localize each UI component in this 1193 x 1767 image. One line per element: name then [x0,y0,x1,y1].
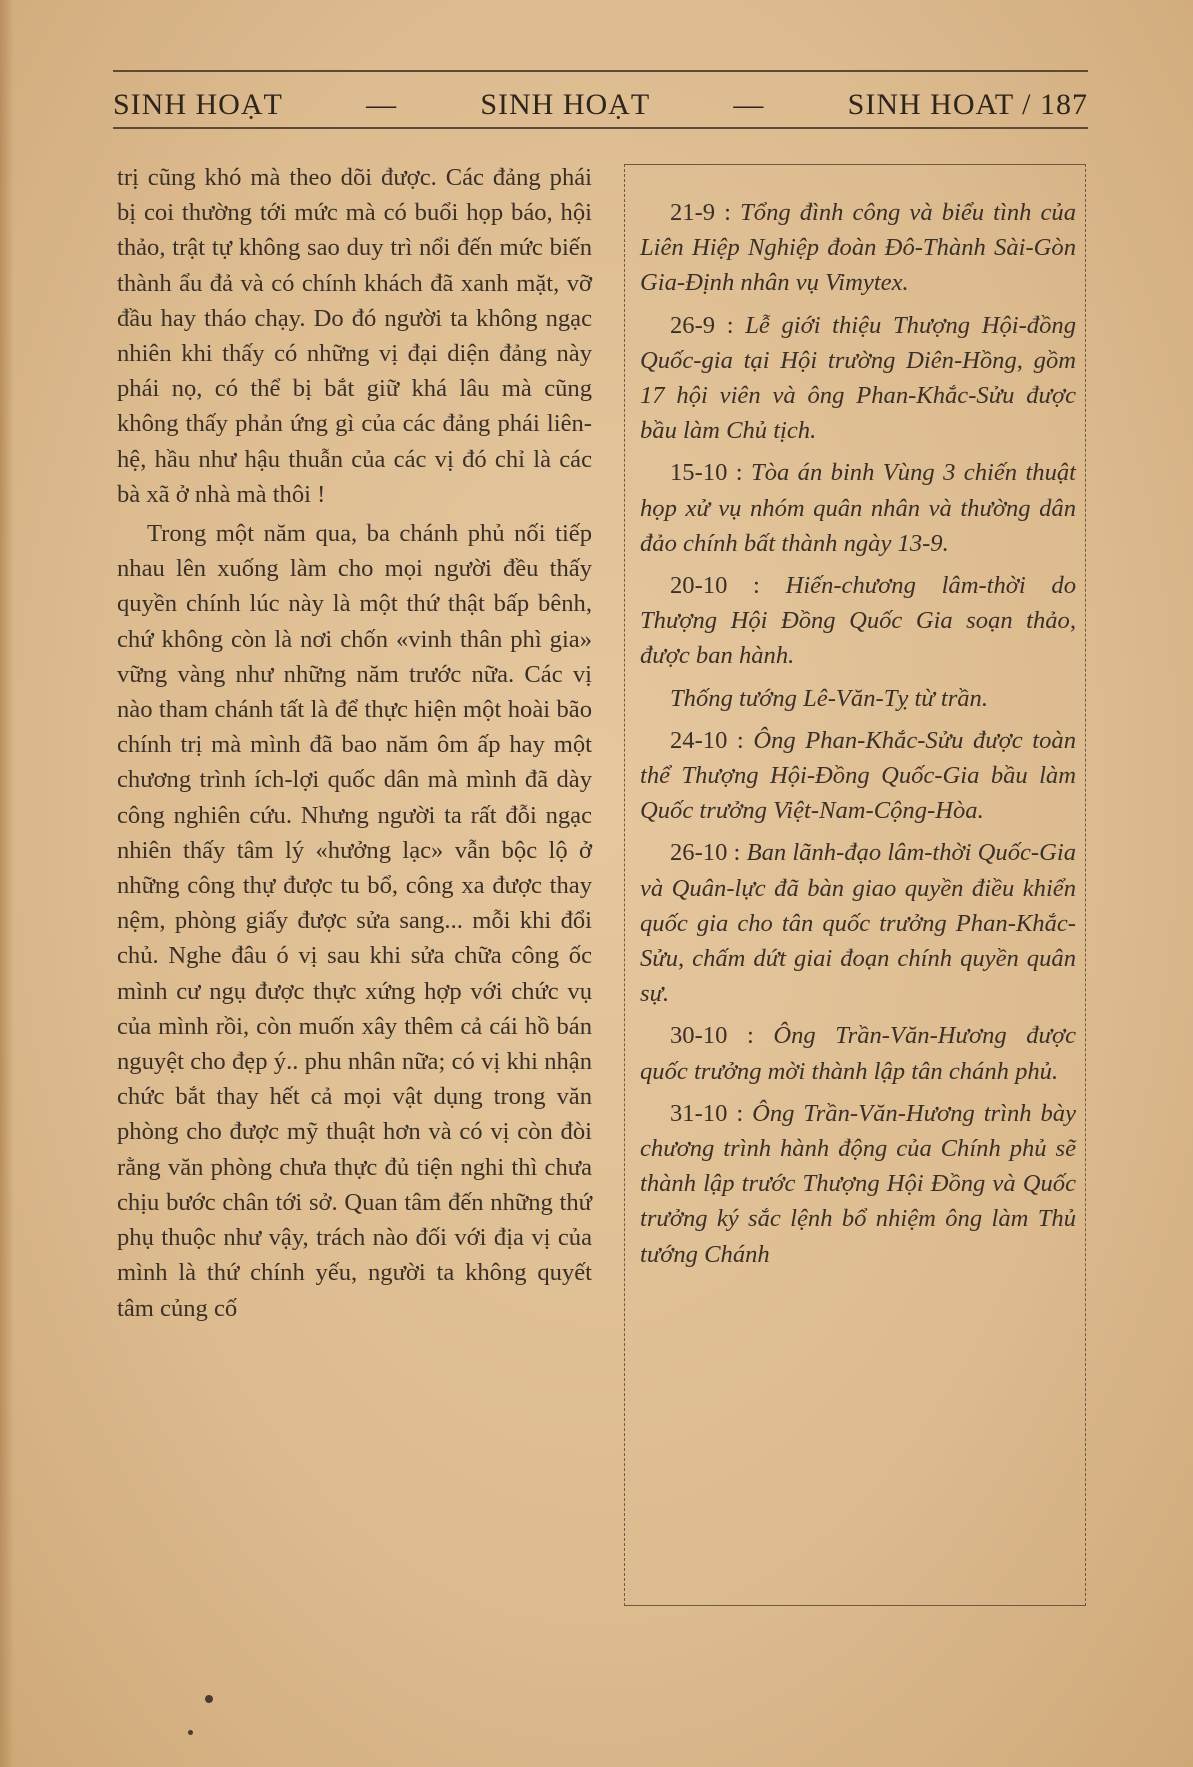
entry-text: Ông Trần-Văn-Hương được quốc trưởng mời thành lập tân chánh phủ. [640,1022,1077,1085]
chronology-entry [640,455,1076,561]
header-center: SINH HOẠT [480,88,651,121]
entry-text: Thống tướng Lê-Văn-Tỵ từ trần. [670,684,989,712]
ink-speck [205,1695,213,1703]
entry-date: 31-10 : [670,1099,744,1127]
entry-date: 30-10 : [670,1022,754,1050]
entry-date: 21-9 : [670,199,731,226]
page-edge-shadow [0,0,14,1767]
left-column [117,160,592,1326]
chronology-entry [640,1018,1076,1088]
entry-date: 20-10 : [670,572,760,600]
header-right-group [848,88,1088,122]
entry-date: 26-9 : [670,311,734,339]
chronology-entry [640,308,1076,449]
entry-text: Ông Phan-Khắc-Sửu được toàn thể Thượng Hội-Đồng Quốc-Gia bầu làm Quốc trưởng Việt-Nam-Cộng-Hòa. [640,726,1076,825]
header-rule-top [113,70,1088,72]
entry-text: Hiến-chương lâm-thời do Thượng Hội Đồng Quốc Gia soạn thảo, được ban hành. [640,572,1077,670]
entry-date: 15-10 : [670,459,743,487]
entry-date: 24-10 : [670,726,744,754]
entry-text: Lễ giới thiệu Thượng Hội-đồng Quốc-gia tại Hội trường Diên-Hồng, gồm 17 hội viên và ông Phan-Khắc-Sửu được bầu làm Chủ tịch. [640,311,1076,445]
right-column-chronology [640,195,1076,1279]
chronology-entry [640,195,1076,301]
left-paragraph-2: Trong một năm qua, ba chánh phủ nối tiếp nhau lên xuống làm cho mọi người đều thấy quyền chính lúc này là một thứ thật bấp bênh, chứ không còn là nơi chốn «vinh thân phì gia» vững vàng như những năm trước nữa. Các vị nào tham chánh tất là để thực hiện một hoài bão chính trị mà mình đã bao năm ôm ấp hay một chương trình ích-lợi quốc dân mà mình đã dày công nghiên cứu. Nhưng người ta rất đỗi ngạc nhiên thấy tâm lý «hưởng lạc» vẫn bộc lộ ở những công thự được tu bổ, công xa được thay nệm, phòng giấy được sửa sang... mỗi khi đổi chủ. Nghe đâu ó vị sau khi sửa chữa công ốc mình cư ngụ được thực xứng hợp với chức vụ của mình rồi, còn muốn xây thêm cả cái hồ bán nguyệt cho đẹp ý.. phu nhân nữa; có vị khi nhận chức bắt thay hết cả mọi vật dụng trong văn phòng cho được mỹ thuật hơn và có vị còn đòi rằng văn phòng chưa thực đủ tiện nghi thì chưa chịu bước chân tới sở. Quan tâm đến những thứ phụ thuộc như vậy, trách nào đối với địa vị của mình là thứ chính yếu, người ta không quyết tâm củng cố [117,520,592,1322]
chronology-entry [640,681,1076,716]
ink-speck [188,1730,193,1735]
page-number: 187 [1039,88,1088,121]
chronology-entry [640,568,1076,674]
running-header [113,80,1088,130]
header-separator-1: — [366,88,398,121]
header-right: SINH HOAT / [847,88,1032,121]
entry-text: Ông Trần-Văn-Hương trình bày chương trình hành động của Chính phủ sẽ thành lập trước Thượng Hội Đồng và Quốc trưởng ký sắc lệnh bổ nhiệm ông làm Thủ tướng Chánh [640,1099,1077,1268]
chronology-entry [640,1096,1076,1272]
entry-date: 26-10 : [670,839,741,867]
header-left: SINH HOẠT [113,88,283,121]
entry-text: Tòa án binh Vùng 3 chiến thuật họp xử vụ nhóm quân nhân và thường dân đảo chính bất thành ngày 13-9. [640,459,1076,557]
header-rule-bottom [113,127,1088,129]
chronology-entry [640,723,1076,829]
entry-text: Tổng đình công và biểu tình của Liên Hiệp Nghiệp đoàn Đô-Thành Sài-Gòn Gia-Định nhân vụ Vimytex. [640,199,1076,297]
header-separator-2: — [733,88,765,121]
chronology-entry [640,835,1076,1011]
entry-text: Ban lãnh-đạo lâm-thời Quốc-Gia và Quân-lực đã bàn giao quyền điều khiển quốc gia cho tân quốc trưởng Phan-Khắc-Sửu, chấm dứt giai đoạn chính quyền quân sự. [640,839,1077,1008]
left-paragraph-1: trị cũng khó mà theo dõi được. Các đảng phái bị coi thường tới mức mà có buổi họp báo, hội thảo, trật tự không sao duy trì nổi đến mức biến thành ẩu đả và có chính khách đã xanh mặt, vỡ đầu hay tháo chạy. Do đó người ta không ngạc nhiên khi thấy có những vị đại diện đảng này phái nọ, có thể bị bắt giữ khá lâu mà cũng không thấy phản ứng gì của các đảng phái liên-hệ, hầu như hậu thuẫn của các vị đó chỉ là các bà xã ở nhà mà thôi ! [117,164,592,508]
